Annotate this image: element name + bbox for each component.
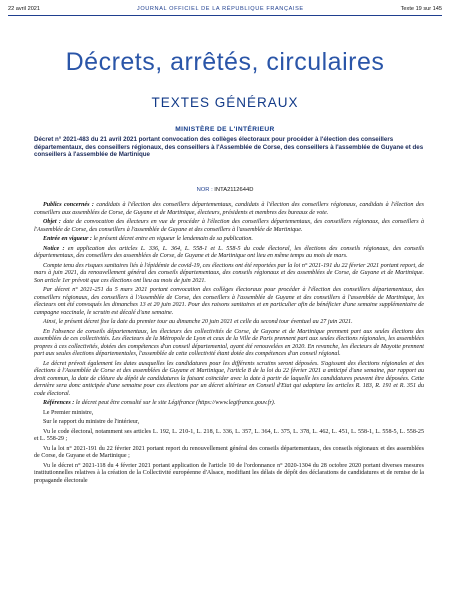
notice-label: Notice : (43, 245, 65, 252)
paragraph-entree (34, 236, 424, 244)
subsection-title: TEXTES GÉNÉRAUX (151, 95, 299, 110)
paragraph-rapport: Sur le rapport du ministre de l'intérieur, (43, 419, 140, 425)
paragraph-ainsi: Ainsi, le présent décret fixe la date du premier tour au dimanche 20 juin 2021 et celle du second tour éventuel au 27 juin 2021. (43, 319, 353, 325)
nor-value: INTA2112644D (214, 187, 254, 193)
ministry-name: MINISTÈRE DE L'INTÉRIEUR (175, 126, 275, 133)
publics-text: candidats à l'élection des conseillers départementaux, candidats à l'élection des conseillers régionaux, candidats à l'élection des conseillers aux assemblées de Corse, de Guyane et de Martinique, électeurs, présidents et membres des bureaux de vote. (34, 202, 424, 216)
references-label: Références : (43, 400, 75, 406)
paragraph-premier-ministre: Le Premier ministre, (43, 409, 94, 416)
objet-text: date de convocation des électeurs en vue de procéder à l'élection des conseillers départementaux, des conseillers régionaux, des conseillers à l'Assemblée de Corse, des conseillers à l'assemblée de Guyane et des conseillers à l'assemblée de Martinique. (34, 219, 424, 233)
paragraph-references (34, 400, 424, 408)
nor-label: NOR : (196, 187, 215, 193)
paragraph-publics (34, 202, 424, 217)
paragraph-notice (34, 246, 424, 261)
paragraph-covid-2: Par décret n° 2021-251 du 5 mars 2021 portant convocation des collèges électoraux pour procéder à l'élection des conseillers départementaux, des conseillers régionaux, des conseillers à l'Assemblée de Corse, des conseillers à l'assemblée de Guyane et des conseillers à l'assemblée de Martinique, les électeurs ont été convoqués les dimanches 13 et 20 juin 2021. Pour des raisons sanitaires et en particulier afin de bénéficier d'une semaine supplémentaire de campagne vaccinale, le scrutin est décalé d'une semaine. (34, 287, 424, 316)
nor-reference (0, 187, 450, 193)
references-text: le décret peut être consulté sur le site Légifrance (https://www.legifrance.gouv.fr). (74, 400, 276, 406)
entree-label: Entrée en vigueur : (43, 236, 92, 242)
paragraph-vu-code: Vu le code électoral, notamment ses articles L. 192, L. 210-1, L. 218, L. 336, L. 357, L. 364, L. 375, L. 378, L. 462, L. 451, L. 558-1, L. 558-5, L. 558-25 et L. 558-29 ; (34, 428, 424, 442)
publication-date: 22 avril 2021 (8, 6, 41, 12)
publics-label: Publics concernés : (43, 202, 94, 208)
paragraph-covid-1: Compte tenu des risques sanitaires liés à l'épidémie de covid-19, ces élections ont été reportées par la loi n° 2021-191 du 22 février 2021 portant report, de mars à juin 2021, du renouvellement général des conseils départementaux, des conseils régionaux et des assemblées de Corse, de Guyane et de Martinique. Son article 1er prévoit que ces élections ont lieu au mois de juin 2021. (34, 262, 424, 284)
paragraph-absence: En l'absence de conseils départementaux, les électeurs des collectivités de Corse, de Guyane et de Martinique prennent part aux seules élections des assemblées de ces collectivités. Les électeurs de la Métropole de Lyon et ceux de la Ville de Paris prennent part aux seules élections régionales, les assemblées propres à ces collectivités, dotées des compétences d'un conseil départemental, ayant été renouvelées en 2020. En revanche, les électeurs de Mayotte prennent part aux seules élections départementales, l'assemblée de cette collectivité étant dotée des compétences d'un conseil régional. (34, 328, 424, 357)
decree-title: Décret n° 2021-483 du 21 avril 2021 portant convocation des collèges électoraux pour procéder à l'élection des conseillers départementaux, des conseillers régionaux, des conseillers à l'Assemblée de Corse, des conseillers à l'assemblée de Guyane et des conseillers à l'assemblée de Martinique (34, 136, 424, 159)
header-rule (8, 15, 442, 16)
section-title: Décrets, arrêtés, circulaires (65, 48, 385, 76)
text-reference: Texte 19 sur 145 (400, 6, 442, 12)
paragraph-decret: Le décret prévoit également les dates auxquelles les candidatures pour les différents scrutins seront déposées. S'agissant des élections régionales et des élections à l'Assemblée de Corse et des assemblées de Guyane et Martinique, l'article 8 de la loi du 22 février 2021 a anticipé d'une semaine, par rapport au droit commun, la date de clôture du dépôt de candidatures la faisant coïncider avec la date à partir de laquelle les candidatures peuvent être déposées. Cette dernière sera donc anticipée d'une semaine pour ces élections par un décret ultérieur en Conseil d'Etat qui adaptera les articles R. 183, R. 191 et R. 351 du code électoral. (34, 360, 424, 397)
page-header (8, 4, 442, 14)
decree-body (34, 202, 424, 487)
objet-label: Objet : (43, 219, 61, 225)
paragraph-vu-loi: Vu la loi n° 2021-191 du 22 février 2021 portant report du renouvellement général des conseils départementaux, des conseils régionaux et des assemblées de Corse, de Guyane et de Martinique ; (34, 445, 424, 459)
paragraph-vu-decret: Vu le décret n° 2021-118 du 4 février 2021 portant application de l'article 10 de l'ordonnance n° 2020-1304 du 28 octobre 2020 portant diverses mesures institutionnelles relatives à la création de la Collectivité européenne d'Alsace, modifiant les délais de dépôt des déclarations de candidatures et de remise de la propagande électorale (34, 462, 424, 484)
journal-title: JOURNAL OFFICIEL DE LA RÉPUBLIQUE FRANÇAISE (136, 6, 304, 12)
entree-text: le présent décret entre en vigueur le lendemain de sa publication. (91, 236, 253, 242)
notice-text: en application des articles L. 336, L. 364, L. 558-1 et L. 558-5 du code électoral, les élections des conseils régionaux, des conseils départementaux, des conseillers des assemblées de Corse, de Guyane et de Martinique ont lieu en même temps au mois de mars. (34, 245, 424, 259)
paragraph-objet (34, 219, 424, 234)
